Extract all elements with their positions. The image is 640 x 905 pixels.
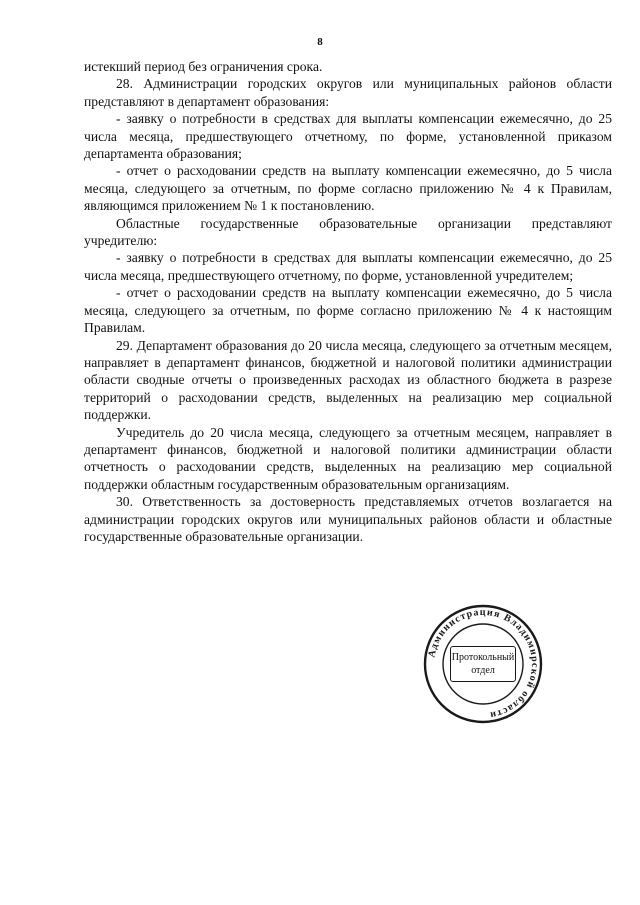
document-body — [84, 58, 612, 545]
stamp-department-box — [450, 646, 516, 682]
paragraph-30: 30. Ответственность за достоверность представляемых отчетов возлагается на администрации городских округов или муниципальных районов области и областные государственные образовательные организации. — [84, 494, 612, 544]
paragraph-continuation: истекший период без ограничения срока. — [84, 59, 323, 74]
paragraph-28-report: - отчет о расходовании средств на выплату компенсации ежемесячно, до 5 числа месяца, следующего за отчетным, по форме согласно приложению № 4 к Правилам, являющимся приложением № 1 к постановлению. — [84, 163, 612, 214]
stamp-line-2: отдел — [471, 665, 495, 676]
paragraph-29: 29. Департамент образования до 20 числа месяца, следующего за отчетным месяцем, направляет в департамент финансов, бюджетной и налоговой политики администрации области сводные отчеты о произведенных расходах из областного бюджета в разрезе территорий о расходовании средств, выделенных на реализацию мер социальной поддержки. — [84, 337, 612, 423]
paragraph-28-request: - заявку о потребности в средствах для выплаты компенсации ежемесячно, до 25 числа месяца, предшествующего отчетному, по форме, установленной приказом департамента образования; — [84, 111, 612, 162]
paragraph-28: 28. Администрации городских округов или муниципальных районов области представляют в департамент образования: — [84, 76, 612, 109]
page-number: 8 — [317, 36, 323, 48]
paragraph-regional-organizations: Областные государственные образовательные организации представляют учредителю: — [84, 215, 612, 249]
paragraph-founder-request: - заявку о потребности в средствах для выплаты компенсации ежемесячно, до 25 числа месяца, предшествующего отчетному, по форме, установленной учредителем; — [84, 250, 612, 283]
stamp-line-1: Протокольный — [451, 652, 515, 663]
paragraph-founder-reporting: Учредитель до 20 числа месяца, следующего за отчетным месяцем, направляет в департамент финансов, бюджетной и налоговой политики администрации области отчетность о расходовании средств, выделенных на реализацию мер социальной поддержки областным государственным образовательным организациям. — [84, 424, 612, 492]
official-stamp — [422, 603, 544, 725]
stamp-ring-text: Администрация Владимирской области — [426, 606, 541, 721]
paragraph-founder-report: - отчет о расходовании средств на выплату компенсации ежемесячно, до 5 числа месяца, следующего за отчетным, по форме согласно приложению № 4 к настоящим Правилам. — [84, 285, 612, 336]
